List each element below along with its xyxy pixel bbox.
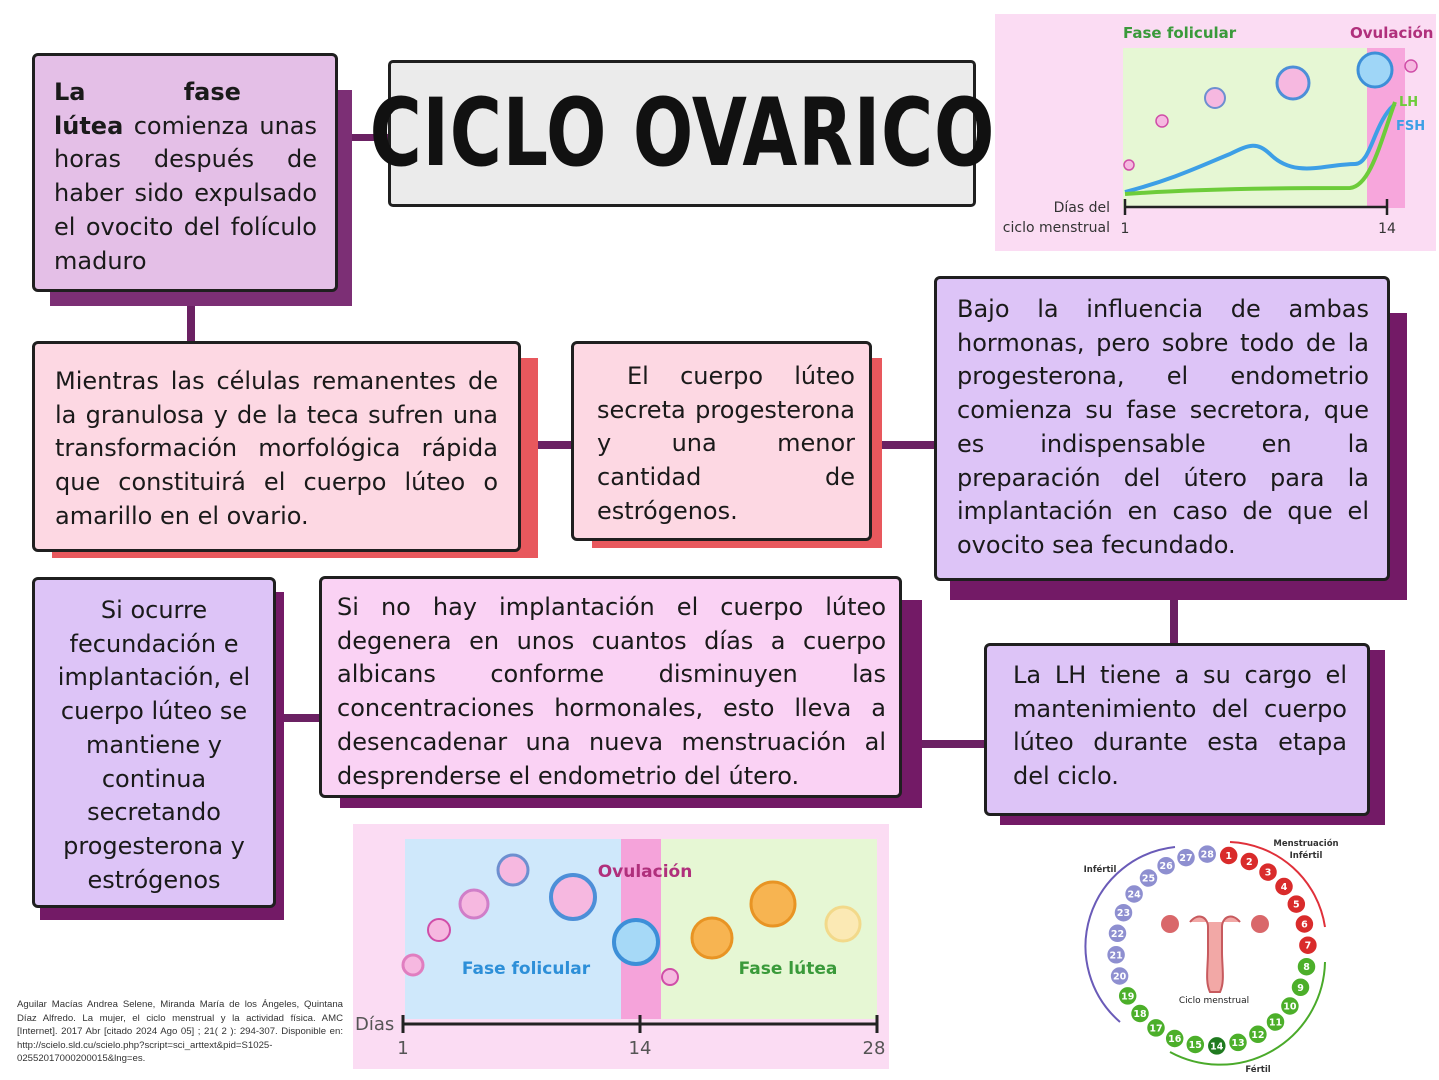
top-chart-plot-area: [1123, 48, 1375, 208]
cycle-center-label: Ciclo menstrual: [1178, 996, 1250, 1006]
cycle-day-label: 21: [1109, 950, 1123, 962]
bottom-chart-axis-label: Días: [355, 1014, 395, 1035]
menstrual-cycle-diagram: [1080, 832, 1350, 1077]
cycle-label-fertil: Fértil: [1245, 1065, 1271, 1075]
cycle-day-label: 13: [1231, 1037, 1245, 1049]
cuerpo-luteo-text: El cuerpo lúteo secreta progesterona y una menor cantidad de estrógenos.: [597, 362, 855, 525]
cycle-label-infertil-left: Infértil: [1083, 865, 1117, 875]
top-chart-tick-end: 14: [1378, 221, 1396, 237]
cycle-day-label: 27: [1179, 853, 1193, 865]
cycle-day-label: 15: [1188, 1040, 1202, 1051]
cycle-day-label: 19: [1121, 991, 1135, 1003]
top-chart-ovulation-label: Ovulación: [1350, 24, 1434, 42]
cycle-day-label: 14: [1210, 1041, 1224, 1053]
follicle-icon: [403, 955, 423, 975]
cycle-day-label: 5: [1292, 899, 1300, 911]
ovocyte-icon: [1405, 60, 1417, 72]
follicular-phase-label: Fase folicular: [461, 959, 591, 979]
cycle-day-label: 9: [1297, 982, 1304, 994]
lh-box: [984, 643, 1370, 816]
cycle-day-label: 2: [1245, 857, 1253, 868]
fase-lutea-box: [32, 53, 338, 292]
follicle-icon: [428, 919, 450, 941]
fecundacion-box: [32, 577, 276, 908]
cycle-day-label: 20: [1112, 971, 1127, 983]
cycle-day-label: 8: [1303, 962, 1310, 974]
follicle-icon: [1124, 160, 1134, 170]
follicle-icon: [1205, 88, 1225, 108]
cycle-day-label: 23: [1116, 908, 1131, 920]
luteal-phase-label: Fase lútea: [738, 959, 838, 979]
cycle-day-label: 10: [1283, 1001, 1297, 1013]
top-chart-phase-label: Fase folicular: [1123, 24, 1237, 42]
celulas-box: [32, 341, 521, 552]
cycle-day-label: 24: [1127, 889, 1141, 901]
title-box: [369, 60, 995, 207]
cycle-day-label: 16: [1168, 1034, 1182, 1045]
endometrio-text: Bajo la influencia de ambas hormonas, pero sobre todo de la progesterona, el endometrio comienza su fase secretora, que es indispensable en la preparación del útero para la implantación en caso de que el ovocito sea fecundado.: [957, 295, 1369, 559]
lh-text: La LH tiene a su cargo el mantenimiento del cuerpo lúteo durante esta etapa del ciclo.: [1013, 661, 1347, 791]
fase-lutea-bold-2: fase: [183, 78, 241, 106]
bottom-chart-tick-14: 14: [628, 1038, 652, 1059]
top-chart-axis-label-1: Días del: [1053, 200, 1110, 216]
ovary-left-icon: [1161, 915, 1179, 933]
top-chart-fsh-label: FSH: [1396, 119, 1426, 134]
follicle-icon: [498, 855, 528, 885]
follicle-icon: [1156, 115, 1168, 127]
uterus-icon: [1190, 917, 1240, 992]
endometrio-box: [934, 276, 1390, 581]
follicle-icon: [1277, 67, 1309, 99]
corpus-luteum-icon: [692, 918, 732, 958]
bottom-chart-ovulation-label: Ovulación: [597, 862, 693, 882]
bottom-chart-tick-28: 28: [862, 1038, 886, 1059]
cycle-day-label: 12: [1251, 1029, 1265, 1041]
albicans-box: [319, 576, 902, 798]
ovary-right-icon: [1251, 915, 1269, 933]
fase-lutea-bold-1: La: [54, 78, 86, 106]
fase-lutea-bold-3: lútea: [54, 111, 124, 140]
corpus-luteum-icon: [751, 882, 795, 926]
cycle-day-label: 25: [1141, 873, 1156, 885]
celulas-text: Mientras las células remanentes de la granulosa y de la teca sufren una transformación morfológica rápida que constituirá el cuerpo lúteo o amarillo en el ovario.: [55, 367, 498, 530]
top-chart-lh-label: LH: [1399, 95, 1419, 110]
cycle-day-label: 3: [1264, 867, 1272, 879]
follicle-icon: [460, 890, 488, 918]
top-chart-axis-label-2: ciclo menstrual: [1002, 220, 1110, 236]
cycle-day-label: 22: [1110, 928, 1125, 940]
ruptured-follicle-icon: [614, 920, 658, 964]
cycle-label-infertil-right: Infértil: [1289, 851, 1323, 861]
cycle-day-label: 4: [1280, 882, 1288, 893]
top-hormone-chart: [995, 14, 1436, 251]
cuerpo-luteo-box: [571, 341, 872, 541]
cycle-label-menstruacion: Menstruación: [1273, 839, 1339, 849]
fase-lutea-text: comienza unas horas después de haber sido expulsado el ovocito del folículo maduro: [54, 111, 317, 275]
bottom-phase-chart: [353, 824, 889, 1069]
albicans-text: Si no hay implantación el cuerpo lúteo degenera en unos cuantos días a cuerpo albicans conforme disminuyen las concentraciones hormonales, esto lleva a desencadenar una nueva menstruación al desprenderse el endometrio del útero.: [337, 593, 886, 790]
citation-text: Aguilar Macías Andrea Selene, Miranda María de los Ángeles, Quintana Díaz Alfredo. La mujer, el ciclo menstrual y la actividad física. AMC [Internet]. 2017 Abr [citado 2024 Ago 05] ; 21( 2 ): 294-307. Disponible en: http://scielo.sld.cu/scielo.php?script=sci_arttext&pid=S1025-02552017000200015&lng=es.: [17, 999, 343, 1065]
cycle-day-label: 28: [1200, 849, 1214, 861]
cycle-day-label: 17: [1149, 1023, 1163, 1035]
follicle-icon: [1358, 53, 1392, 87]
bottom-chart-tick-1: 1: [397, 1038, 409, 1059]
cycle-day-label: 11: [1268, 1017, 1283, 1029]
cycle-day-label: 26: [1159, 861, 1173, 873]
follicle-icon: [551, 875, 595, 919]
cycle-day-label: 1: [1225, 851, 1233, 862]
cycle-day-label: 6: [1301, 919, 1308, 931]
top-chart-tick-start: 1: [1120, 221, 1130, 237]
page-title: CICLO OVARICO: [369, 79, 995, 188]
cycle-day-label: 7: [1304, 940, 1312, 952]
cycle-day-label: 18: [1133, 1009, 1147, 1020]
citation: [17, 998, 343, 1066]
corpus-albicans-icon: [826, 907, 860, 941]
ovocyte-icon: [662, 969, 678, 985]
fecundacion-text: Si ocurre fecundación e implantación, el cuerpo lúteo se mantiene y continua secretando progesterona y estrógenos: [57, 596, 251, 894]
